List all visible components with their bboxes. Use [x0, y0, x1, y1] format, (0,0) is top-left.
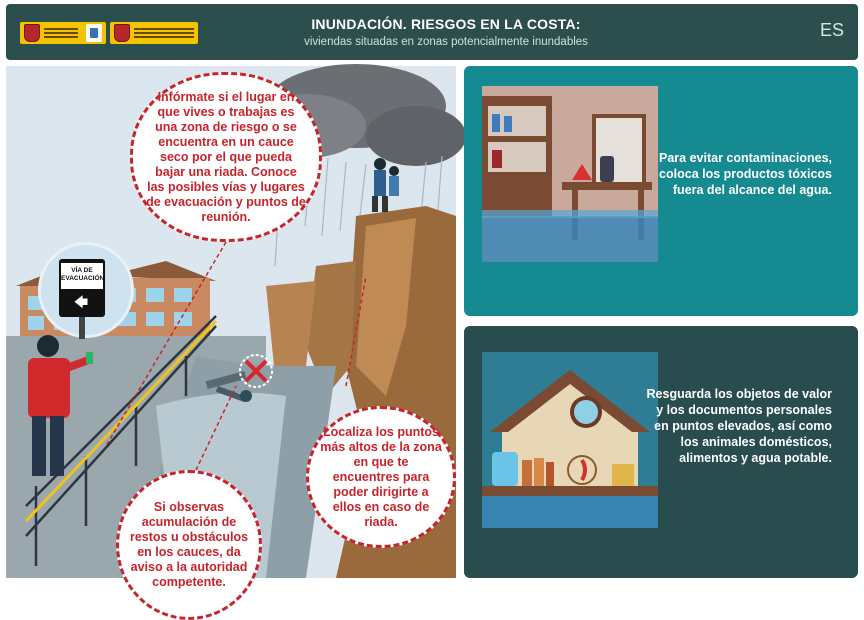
tip-bubble-obstacles: Si observas acumulación de restos u obstáculos en los cauces, da aviso a la autoridad competente. [116, 470, 262, 620]
page-title: INUNDACIÓN. RIESGOS EN LA COSTA: [311, 16, 581, 32]
tip-bubble-inform: Infórmate si el lugar en que vives o trabajas es una zona de riesgo o se encuentra en un cauce seco por el que pueda bajar una riada. Conoce las posibles vías y lugares de evacuación y puntos de reunión. [130, 72, 322, 242]
evacuation-sign-callout [38, 242, 134, 338]
evacuation-sign-label: VÍA DE EVACUACIÓN [61, 263, 103, 289]
coastal-flood-scene [6, 66, 456, 589]
tip-bubble-high-points: Localiza los puntos más altos de la zona en que te encuentres para poder dirigirte a ellos en caso de riada. [306, 406, 456, 548]
panel-toxic-products [464, 66, 858, 316]
agency-badge-icon [86, 24, 102, 42]
panel-toxic-products-text: Para evitar contaminaciones, coloca los productos tóxicos fuera del alcance del agua. [659, 151, 832, 197]
page-subtitle: viviendas situadas en zonas potencialmente inundables [304, 36, 588, 48]
header-bar [6, 4, 858, 60]
arrow-left-icon: 🡄 [73, 294, 89, 310]
panel-valuables-text: Resguarda los objetos de valor y los documentos personales en puntos elevados, así como los animales domésticos, alimentos y agua potable. [646, 387, 832, 465]
language-selector[interactable]: ES [819, 20, 844, 40]
valuables-illustration [482, 352, 658, 528]
ministry-logo [110, 22, 198, 44]
evacuation-sign [59, 259, 105, 317]
coat-of-arms-icon [24, 24, 40, 42]
coat-of-arms-icon [114, 24, 130, 42]
panel-valuables [464, 326, 858, 578]
government-logo [20, 22, 106, 44]
